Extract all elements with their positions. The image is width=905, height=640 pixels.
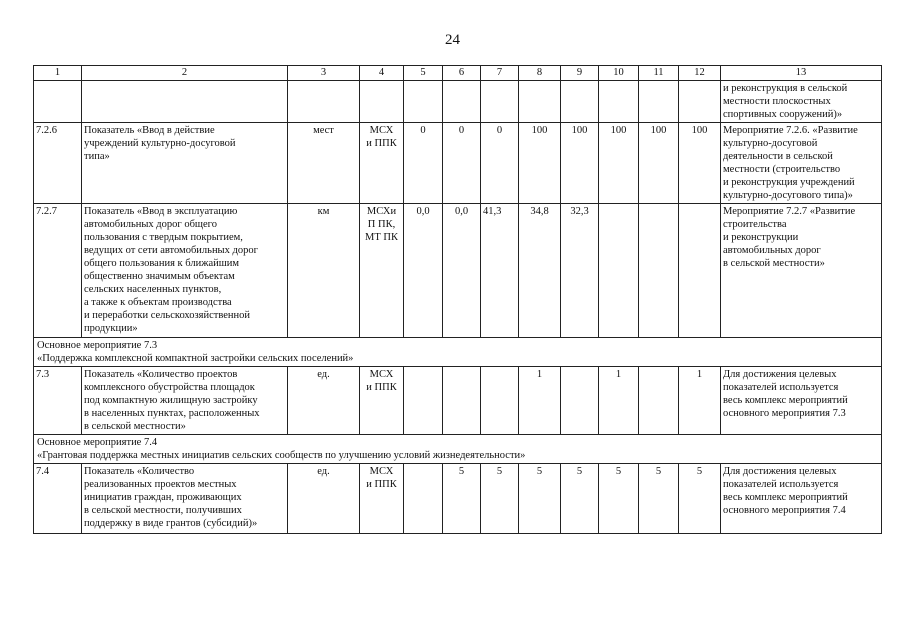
cell-number: 7.2.6: [34, 123, 82, 204]
cell-responsible: [360, 81, 404, 123]
page-number: 24: [445, 32, 460, 48]
indicators-table: [33, 65, 882, 534]
cell-responsible: МСХ и ППК: [360, 123, 404, 204]
cell-responsible: МСХ и ППК: [360, 464, 404, 534]
cell-value: [599, 81, 639, 123]
header-cell: 6: [443, 66, 481, 81]
header-cell: 10: [599, 66, 639, 81]
cell-value: [404, 81, 443, 123]
cell-indicator: Показатель «Ввод в эксплуатацию автомобильных дорог общего пользования с твердым покрытием, ведущих от сети автомобильных дорог общего пользования к ближайшим общественно значимым объектам сельских населенных пунктов, а также к объектам производства и переработки сельскохозяйственной продукции»: [82, 204, 288, 338]
cell-value: 5: [443, 464, 481, 534]
cell-value: 0,0: [404, 204, 443, 338]
header-row: [34, 66, 882, 81]
cell-value: [443, 81, 481, 123]
cell-value: 5: [599, 464, 639, 534]
cell-value: [639, 81, 679, 123]
cell-number: 7.3: [34, 367, 82, 435]
cell-value: [679, 81, 721, 123]
cell-measure: Мероприятие 7.2.6. «Развитие культурно-досуговой деятельности в сельской местности (строительство и реконструкция учреждений культурно-досугового типа)»: [721, 123, 882, 204]
header-cell: 7: [481, 66, 519, 81]
header-cell: 8: [519, 66, 561, 81]
cell-value: 1: [519, 367, 561, 435]
cell-value: 100: [561, 123, 599, 204]
table-row-7-4: [34, 464, 882, 534]
cell-value: 1: [679, 367, 721, 435]
cell-value: 0,0: [443, 204, 481, 338]
cell-value: 100: [639, 123, 679, 204]
header-cell: 3: [288, 66, 360, 81]
cell-value: [561, 81, 599, 123]
cell-value: 5: [639, 464, 679, 534]
cell-number: 7.2.7: [34, 204, 82, 338]
cell-value: 5: [561, 464, 599, 534]
cell-value: [561, 367, 599, 435]
cell-value: 1: [599, 367, 639, 435]
cell-value: 100: [519, 123, 561, 204]
cell-value: 41,3: [481, 204, 519, 338]
section-heading: Основное мероприятие 7.3 «Поддержка комплексной компактной застройки сельских поселений»: [34, 338, 882, 367]
cell-value: 100: [679, 123, 721, 204]
header-cell: 4: [360, 66, 404, 81]
header-cell: 5: [404, 66, 443, 81]
cell-value: [481, 367, 519, 435]
header-cell: 13: [721, 66, 882, 81]
cell-indicator: [82, 81, 288, 123]
table-row-7-3: [34, 367, 882, 435]
cell-value: [481, 81, 519, 123]
cell-value: 0: [404, 123, 443, 204]
table-row-7-2-7: [34, 204, 882, 338]
cell-value: 0: [443, 123, 481, 204]
cell-value: 0: [481, 123, 519, 204]
cell-value: [679, 204, 721, 338]
header-cell: 9: [561, 66, 599, 81]
cell-unit: [288, 81, 360, 123]
section-row-7-3: [34, 338, 882, 367]
cell-value: [404, 367, 443, 435]
table-row-7-2-6: [34, 123, 882, 204]
cell-unit: км: [288, 204, 360, 338]
cell-unit: ед.: [288, 367, 360, 435]
cell-value: 5: [519, 464, 561, 534]
cell-number: 7.4: [34, 464, 82, 534]
cell-value: 5: [679, 464, 721, 534]
cell-value: 34,8: [519, 204, 561, 338]
section-row-7-4: [34, 435, 882, 464]
cell-unit: ед.: [288, 464, 360, 534]
cell-value: 5: [481, 464, 519, 534]
cell-measure: Для достижения целевых показателей используется весь комплекс мероприятий основного мероприятия 7.3: [721, 367, 882, 435]
cell-value: [639, 204, 679, 338]
table-row-continuation: [34, 81, 882, 123]
cell-measure: Для достижения целевых показателей используется весь комплекс мероприятий основного мероприятия 7.4: [721, 464, 882, 534]
cell-measure: и реконструкция в сельской местности плоскостных спортивных сооружений)»: [721, 81, 882, 123]
header-cell: 12: [679, 66, 721, 81]
cell-value: 32,3: [561, 204, 599, 338]
section-heading: Основное мероприятие 7.4 «Грантовая поддержка местных инициатив сельских сообществ по улучшению условий жизнедеятельности»: [34, 435, 882, 464]
cell-value: [443, 367, 481, 435]
cell-responsible: МСХ и ППК: [360, 367, 404, 435]
header-cell: 2: [82, 66, 288, 81]
cell-measure: Мероприятие 7.2.7 «Развитие строительства и реконструкции автомобильных дорог в сельской местности»: [721, 204, 882, 338]
cell-value: [639, 367, 679, 435]
cell-value: [599, 204, 639, 338]
cell-indicator: Показатель «Количество реализованных проектов местных инициатив граждан, проживающих в сельской местности, получивших поддержку в виде грантов (субсидий)»: [82, 464, 288, 534]
cell-value: [404, 464, 443, 534]
cell-indicator: Показатель «Ввод в действие учреждений культурно-досуговой типа»: [82, 123, 288, 204]
cell-unit: мест: [288, 123, 360, 204]
cell-number: [34, 81, 82, 123]
cell-indicator: Показатель «Количество проектов комплексного обустройства площадок под компактную жилищную застройку в населенных пунктах, расположенных в сельской местности»: [82, 367, 288, 435]
cell-value: [519, 81, 561, 123]
header-cell: 1: [34, 66, 82, 81]
cell-responsible: МСХи П ПК, МТ ПК: [360, 204, 404, 338]
header-cell: 11: [639, 66, 679, 81]
cell-value: 100: [599, 123, 639, 204]
